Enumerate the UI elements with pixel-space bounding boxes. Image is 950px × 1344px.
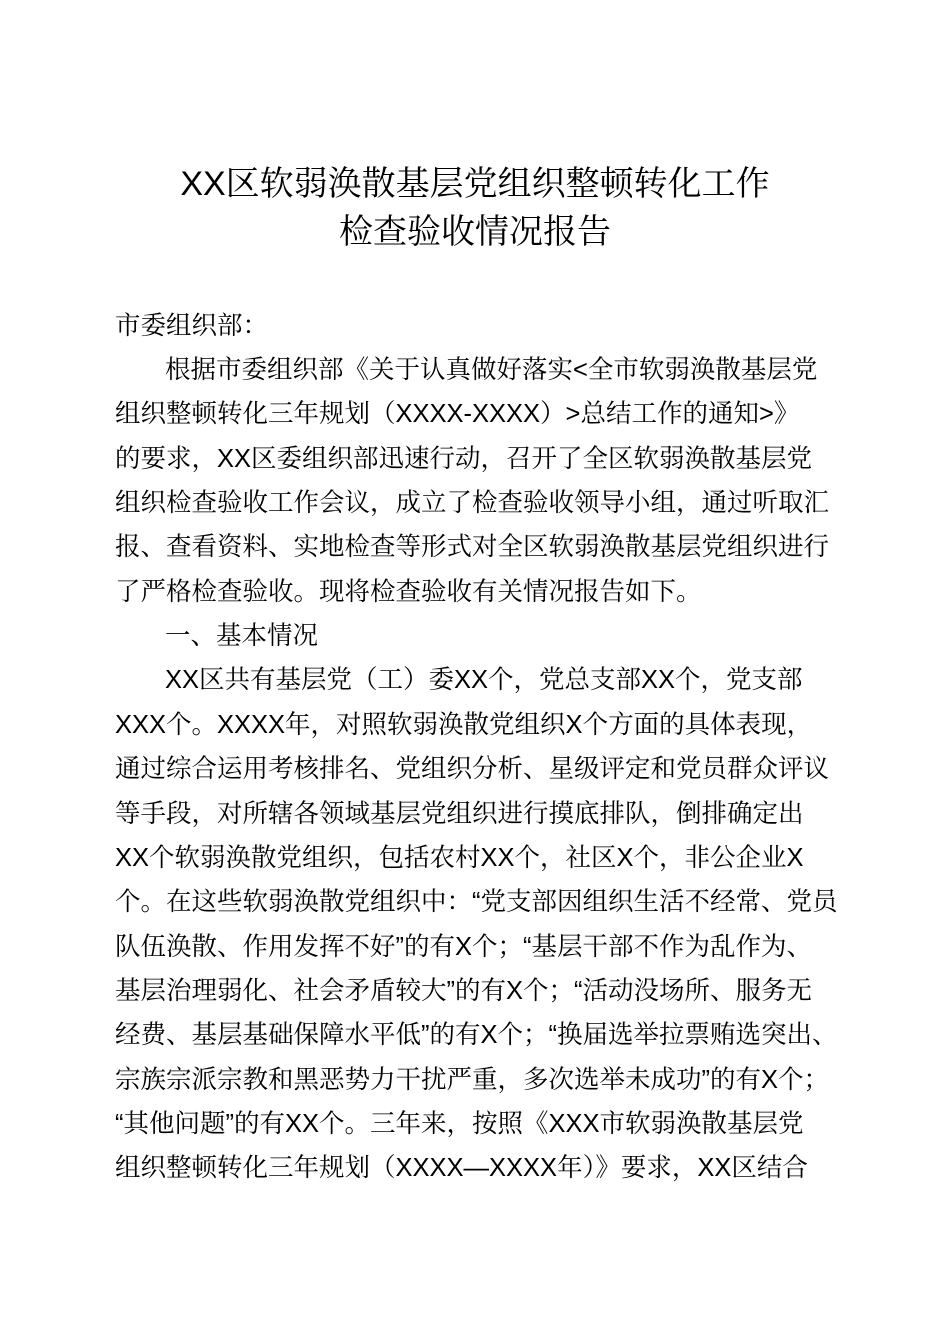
paragraph-line: 组织检查验收工作会议，成立了检查验收领导小组，通过听取汇 [115, 489, 830, 518]
paragraph-line: 通过综合运用考核排名、党组织分析、星级评定和党员群众评议 [115, 755, 830, 784]
paragraph-line: 了严格检查验收。现将检查验收有关情况报告如下。 [115, 577, 702, 606]
paragraph-line: XX个软弱涣散党组织，包括农村XX个，社区X个，非公企业X [115, 843, 804, 872]
paragraph-line: “其他问题”的有XX个。三年来，按照《XXX市软弱涣散基层党 [115, 1109, 804, 1138]
paragraph-line: 组织整顿转化三年规划（XXXX-XXXX）>总结工作的通知>》 [115, 400, 800, 429]
paragraph-start-line: 一、基本情况 [165, 622, 319, 651]
paragraph-line: 等手段，对所辖各领域基层党组织进行摸底排队，倒排确定出 [115, 799, 804, 828]
paragraph-line: 队伍涣散、作用发挥不好”的有X个；“基层干部不作为乱作为、 [115, 932, 812, 961]
document-title-line-2: 检查验收情况报告 [339, 213, 611, 251]
salutation: 市委组织部： [115, 312, 269, 340]
document-title-line-1: XX区软弱涣散基层党组织整顿转化工作 [180, 165, 770, 203]
paragraph-start-line: 根据市委组织部《关于认真做好落实<全市软弱涣散基层党 [165, 356, 818, 384]
paragraph-line: 组织整顿转化三年规划（XXXX—XXXX年）》要求，XX区结合 [115, 1154, 808, 1183]
paragraph-start-line: XX区共有基层党（工）委XX个，党总支部XX个，党支部 [165, 666, 803, 695]
paragraph-line: 宗族宗派宗教和黑恶势力干扰严重，多次选举未成功”的有X个； [115, 1065, 830, 1094]
paragraph-line: 报、查看资料、实地检查等形式对全区软弱涣散基层党组织进行 [115, 533, 830, 562]
paragraph-line: 基层治理弱化、社会矛盾较大”的有X个；“活动没场所、服务无 [115, 976, 812, 1005]
paragraph-line: 的要求，XX区委组织部迅速行动，召开了全区软弱涣散基层党 [115, 444, 813, 473]
paragraph-line: 个。在这些软弱涣散党组织中：“党支部因组织生活不经常、党员 [115, 888, 838, 917]
paragraph-line: XXX个。XXXX年，对照软弱涣散党组织X个方面的具体表现， [115, 710, 813, 739]
paragraph-line: 经费、基层基础保障水平低”的有X个；“换届选举拉票贿选突出、 [115, 1021, 838, 1050]
